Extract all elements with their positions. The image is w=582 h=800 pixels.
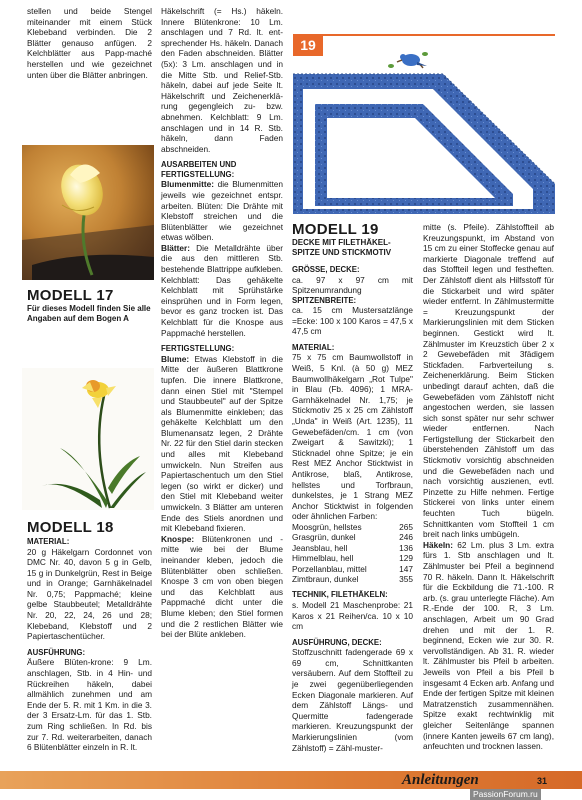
material-heading: MATERIAL: xyxy=(27,537,70,546)
material-text-19: 75 x 75 cm Baumwollstoff in Weiß, 5 Knl. (à 50 g) MEZ Baumwollhäkelgarn „Rot Tulpe" in Blau (Fb. 4096); 1 MRA-Garnhäkelnadel Nr. 1,75; je Stickmotiv 25 x 25 cm Zählstoff „Unda" in Weiß (Art. 1235), 11 Gewebefäden/cm. 1 cm (von Zweigart & Sawitzki); 1 Sticknadel ohne Spitze; je ein Rest MEZ Anchor Sticktwist in Antikrose, blaß, Antikrose, hellstes und Torfbraun, dunkelstes, je 1 Strang MEZ Anchor Sticktwist in folgenden oder ähnlichen Farben: xyxy=(292,352,413,522)
table-row: Jeansblau, hell 136 xyxy=(292,542,413,553)
model-19-subtitle: DECKE MIT FILETHÄKEL-SPITZE UND STICKMOTIV xyxy=(292,238,392,257)
intro-text: stellen und beide Stengel miteinander mit einem Stück Klebeband verbinden. Die 2 Blätter genauso anfügen. 2 Kelchblätter aus Papp-maché herstellen und wie gezeichnet unten über die Blätter anbringen. xyxy=(27,6,152,80)
blume-label: Blume: xyxy=(161,353,190,364)
col2-paragraph-1: Häkelschrift (= Hs.) häkeln. Innere Blütenkrone: 10 Lm. anschlagen und 7 Rd. lt. ent-sprechender Hs. häkeln. Danach den Faden abschneiden. Blätter (5x): 3 Lm. anschlagen und in die Mitte Stb. und Relief-Stb. häkeln, dabei auf jede Seite lt. Häkelschrift und Zeichenerklä-rung gegengleich zu- bzw. abnehmen. Kelchblatt: 9 Lm. anschlagen und in 14 R. Stb. häkeln, dann Faden abschneiden. xyxy=(161,6,283,154)
fertigstellung-heading: FERTIGSTELLUNG: xyxy=(161,344,235,354)
column-1 xyxy=(27,6,152,80)
column-2 xyxy=(161,6,283,640)
model-19-badge: 19 xyxy=(293,34,323,56)
model-18-title: MODELL 18 xyxy=(27,519,114,536)
knospe-label: Knospe: xyxy=(161,533,195,544)
color-table xyxy=(292,522,413,584)
model-17-photo xyxy=(22,145,154,280)
knospe-text: Blütenkronen und -mitte wie bei der Blume ineinander kleben, jedoch die Blütenblätter oben schließen. Knospe 3 cm von oben biegen und das Kelchblatt aus Pappmaché dicht unter die Blume kleben; den Stiel formen und die 2 restlichen Blätter wie bei der Blüte ankleben. xyxy=(161,533,283,640)
footer-title: Anleitungen xyxy=(402,772,479,788)
blaetter-text: Die Metalldrähte über die aus den mittleren Stb. bestehende Blattrippe aufkleben. Kelchblatt: Das gehäkelte Kelchblatt mit Sprühstärke einsprühen und in Form legen, bevor es ganz trocken ist. Das Kelchblatt für die Knospe aus Pappmaché herstellen. xyxy=(161,242,283,338)
ausfuehrung-decke-heading: AUSFÜHRUNG, DECKE: xyxy=(292,637,382,647)
material-text: 20 g Häkelgarn Cordonnet von DMC Nr. 40, davon 5 g in Gelb, 15 g in Dunkelgrün, Rest in Beige und in Orange; Garnhäkelnadel Nr. 0,75; Pappmaché; kleine gelbe Staubbeutel; Metalldrähte Nr. 20, 22, 24, 26 und 28; Klebeband, Klebstoff und 2 Papiertaschentücher. xyxy=(27,546,152,642)
groesse-heading: GRÖSSE, DECKE: xyxy=(292,265,360,274)
groesse-text: ca. 97 x 97 cm mit Spitzenumrandung xyxy=(292,274,413,296)
page-number: 31 xyxy=(537,776,548,786)
blaetter-label: Blätter: xyxy=(161,242,191,253)
technik-heading: TECHNIK, FILETHÄKELN: xyxy=(292,590,388,600)
model-17-subtitle: Für dieses Modell finden Sie alle Angaben auf dem Bogen A xyxy=(27,304,151,323)
model-19-photo xyxy=(293,34,555,214)
blumenmitte-label: Blumenmitte: xyxy=(161,179,215,190)
model-17-title: MODELL 17 xyxy=(27,287,114,304)
ausarbeiten-heading: AUSARBEITEN UND FERTIGSTELLUNG: xyxy=(161,160,237,179)
technik-text: s. Modell 21 Maschenprobe: 21 Karos x 21 Reihen/ca. 10 x 10 cm xyxy=(292,599,413,632)
ausfuehrung-decke-text: Stoffzuschnitt fadengerade 69 x 69 cm, Schnittkanten versäubern. Auf dem Stoffteil zu je zwei gegenüberliegenden Ecken Diagonale markieren. Auf dem Zählstoff Längs- und Quermitte fadengerade markieren. Kreuzungspunkt der Markierungslinien (vom Zählstoff) = Zähl-muster- xyxy=(292,647,413,753)
haekeln-paragraph xyxy=(423,540,554,752)
material-heading-19: MATERIAL: xyxy=(292,342,335,352)
column-3 xyxy=(292,222,413,753)
knospe-paragraph xyxy=(161,534,283,640)
ausfuehrung-heading: AUSFÜHRUNG: xyxy=(27,647,86,657)
model-18-photo xyxy=(22,368,154,510)
col4-paragraph-1: mitte (s. Pfeile). Zählstoffteil ab Kreuzungspunkt, im Abstand von 15 cm zu einer Stoffecke genau auf markierte Diagonale treffend auf das Stoffteil legen und festheften. Der Zählstoff dient als Hilfsstoff für die Stickarbeit und wird später wieder entfernt. In Zählmustermitte = Kreuzungspunkt der Markierungslinien mit dem Sticken beginnen. Gestickt wird lt. Zählmuster im Kreuzstich über 2 x 2 Gewebefäden mit 3fädigem Stickfaden. Farbverteilung s. Zeichenerklärung. Beim Sticken unbedingt darauf achten, daß die Gewebefäden vom Zählstoff nicht angestochen werden, sie lassen sich sonst später nur sehr schwer wieder entfernen. Nach Fertigstellung der Stickarbeit den überstehenden Zählstoff um das Stickmotiv vorsichtig abschneiden und die Gewebefäden nach und nach vorsichtig auszienen, evtl. Pinzette zu Hilfe nehmen. Fertige Stickerei von links unter einem feuchten Tuch bügeln. Schnittkanten vom Stoffteil 1 cm breit nach links umbügeln. xyxy=(423,222,554,540)
model-17-section xyxy=(27,288,152,324)
model-19-title: MODELL 19 xyxy=(292,221,379,238)
column-4 xyxy=(423,222,554,752)
ausfuehrung-text: Äußere Blüten-krone: 9 Lm. anschlagen, Stb. in 4 Hin- und Rückreihen häkeln, dabei allmählich zunehmen und am Ende der 5. R. mit 1 Km. in die 3. der 3 Ersatz-Lm. für das 1. Stb. zum Ring schließen. In Rd. bis zur 7. Rd. weiterarbeiten, danach 6 Blütenblätter einzeln in R. lt. xyxy=(27,657,152,753)
model-18-section xyxy=(27,520,152,753)
blumenmitte-text: die Blumenmitten jeweils wie gezeichnet entspr. arbeiten. Blüten: Die Drähte mit Klebstoff streichen und die Blütenblätter wie gezeichnet etwas wölben. xyxy=(161,179,283,243)
blumenmitte-paragraph xyxy=(161,179,283,243)
blume-paragraph xyxy=(161,354,283,534)
blume-text: Etwas Klebstoff in die Mitte der äußeren Blattkrone tupfen. Die innere Blattkrone, dann einen Stiel mit "Stempel und Staubbeutel" auf der Spitze als Blumenmitte einkleben; das gehäkelte Kelchblatt um den Blumenansatz legen, 2 Drähte Nr. 22 für den Stiel darin stecken und alles mit Klebeband umwickeln. Nun Streifen aus Papiertaschentuch um den Stiel legen (so wirkt er dicker) und den Stiel mit Klebeband weiter umwickeln. 3 Blätter am unteren Ende des Stiels anordnen und mit Klebeband fixieren. xyxy=(161,353,283,534)
table-row: Porzellanblau, mittel 147 xyxy=(292,563,413,574)
spitzenbreite-heading: SPITZENBREITE: xyxy=(292,295,357,305)
watermark: PassionForum.ru xyxy=(470,789,541,800)
haekeln-text: 62 Lm. plus 3 Lm. extra fürs 1. Stb anschlagen und lt. Zählmuster bei Pfeil a beginnend 70 R. häkeln. Dann lt. Häkelschrift für die Eckbildung die 71.-100. R arb. (s. grau unterlegte Fläche). Am R.-Ende der 100. R, 3 Lm. anschlagen, Arbeit um 90 Grad drehen und mit der 1. R. beginnend, Ecken wie zur 30. R. vervollständigen. Ab 31. R. wieder lt. Zählmuster bis Pfeil b arbeiten. Jeweils von Pfeil a bis Pfeil b insgesamt 4 Ecken arb. Anfang und Ende der fertigen Spitze mit kleinen Matratzenstich zusammennähen. Spitze exakt rechtwinklig mit gleicher Seitenlänge spannen (innere Kanten jeweils 67 cm lang), anfeuchten und trocknen lassen. xyxy=(423,539,554,752)
table-row: Himmelblau, hell 129 xyxy=(292,553,413,564)
table-row: Zimtbraun, dunkel 355 xyxy=(292,574,413,584)
spitzenbreite-text: ca. 15 cm Mustersatzlänge =Ecke: 100 x 100 Karos = 47,5 x 47,5 cm xyxy=(292,305,413,337)
table-row: Moosgrün, hellstes 265 xyxy=(292,521,413,532)
table-row: Grasgrün, dunkel 246 xyxy=(292,532,413,543)
haekeln-label: Häkeln: xyxy=(423,539,453,550)
blaetter-paragraph xyxy=(161,243,283,338)
footer-bar xyxy=(0,771,582,789)
